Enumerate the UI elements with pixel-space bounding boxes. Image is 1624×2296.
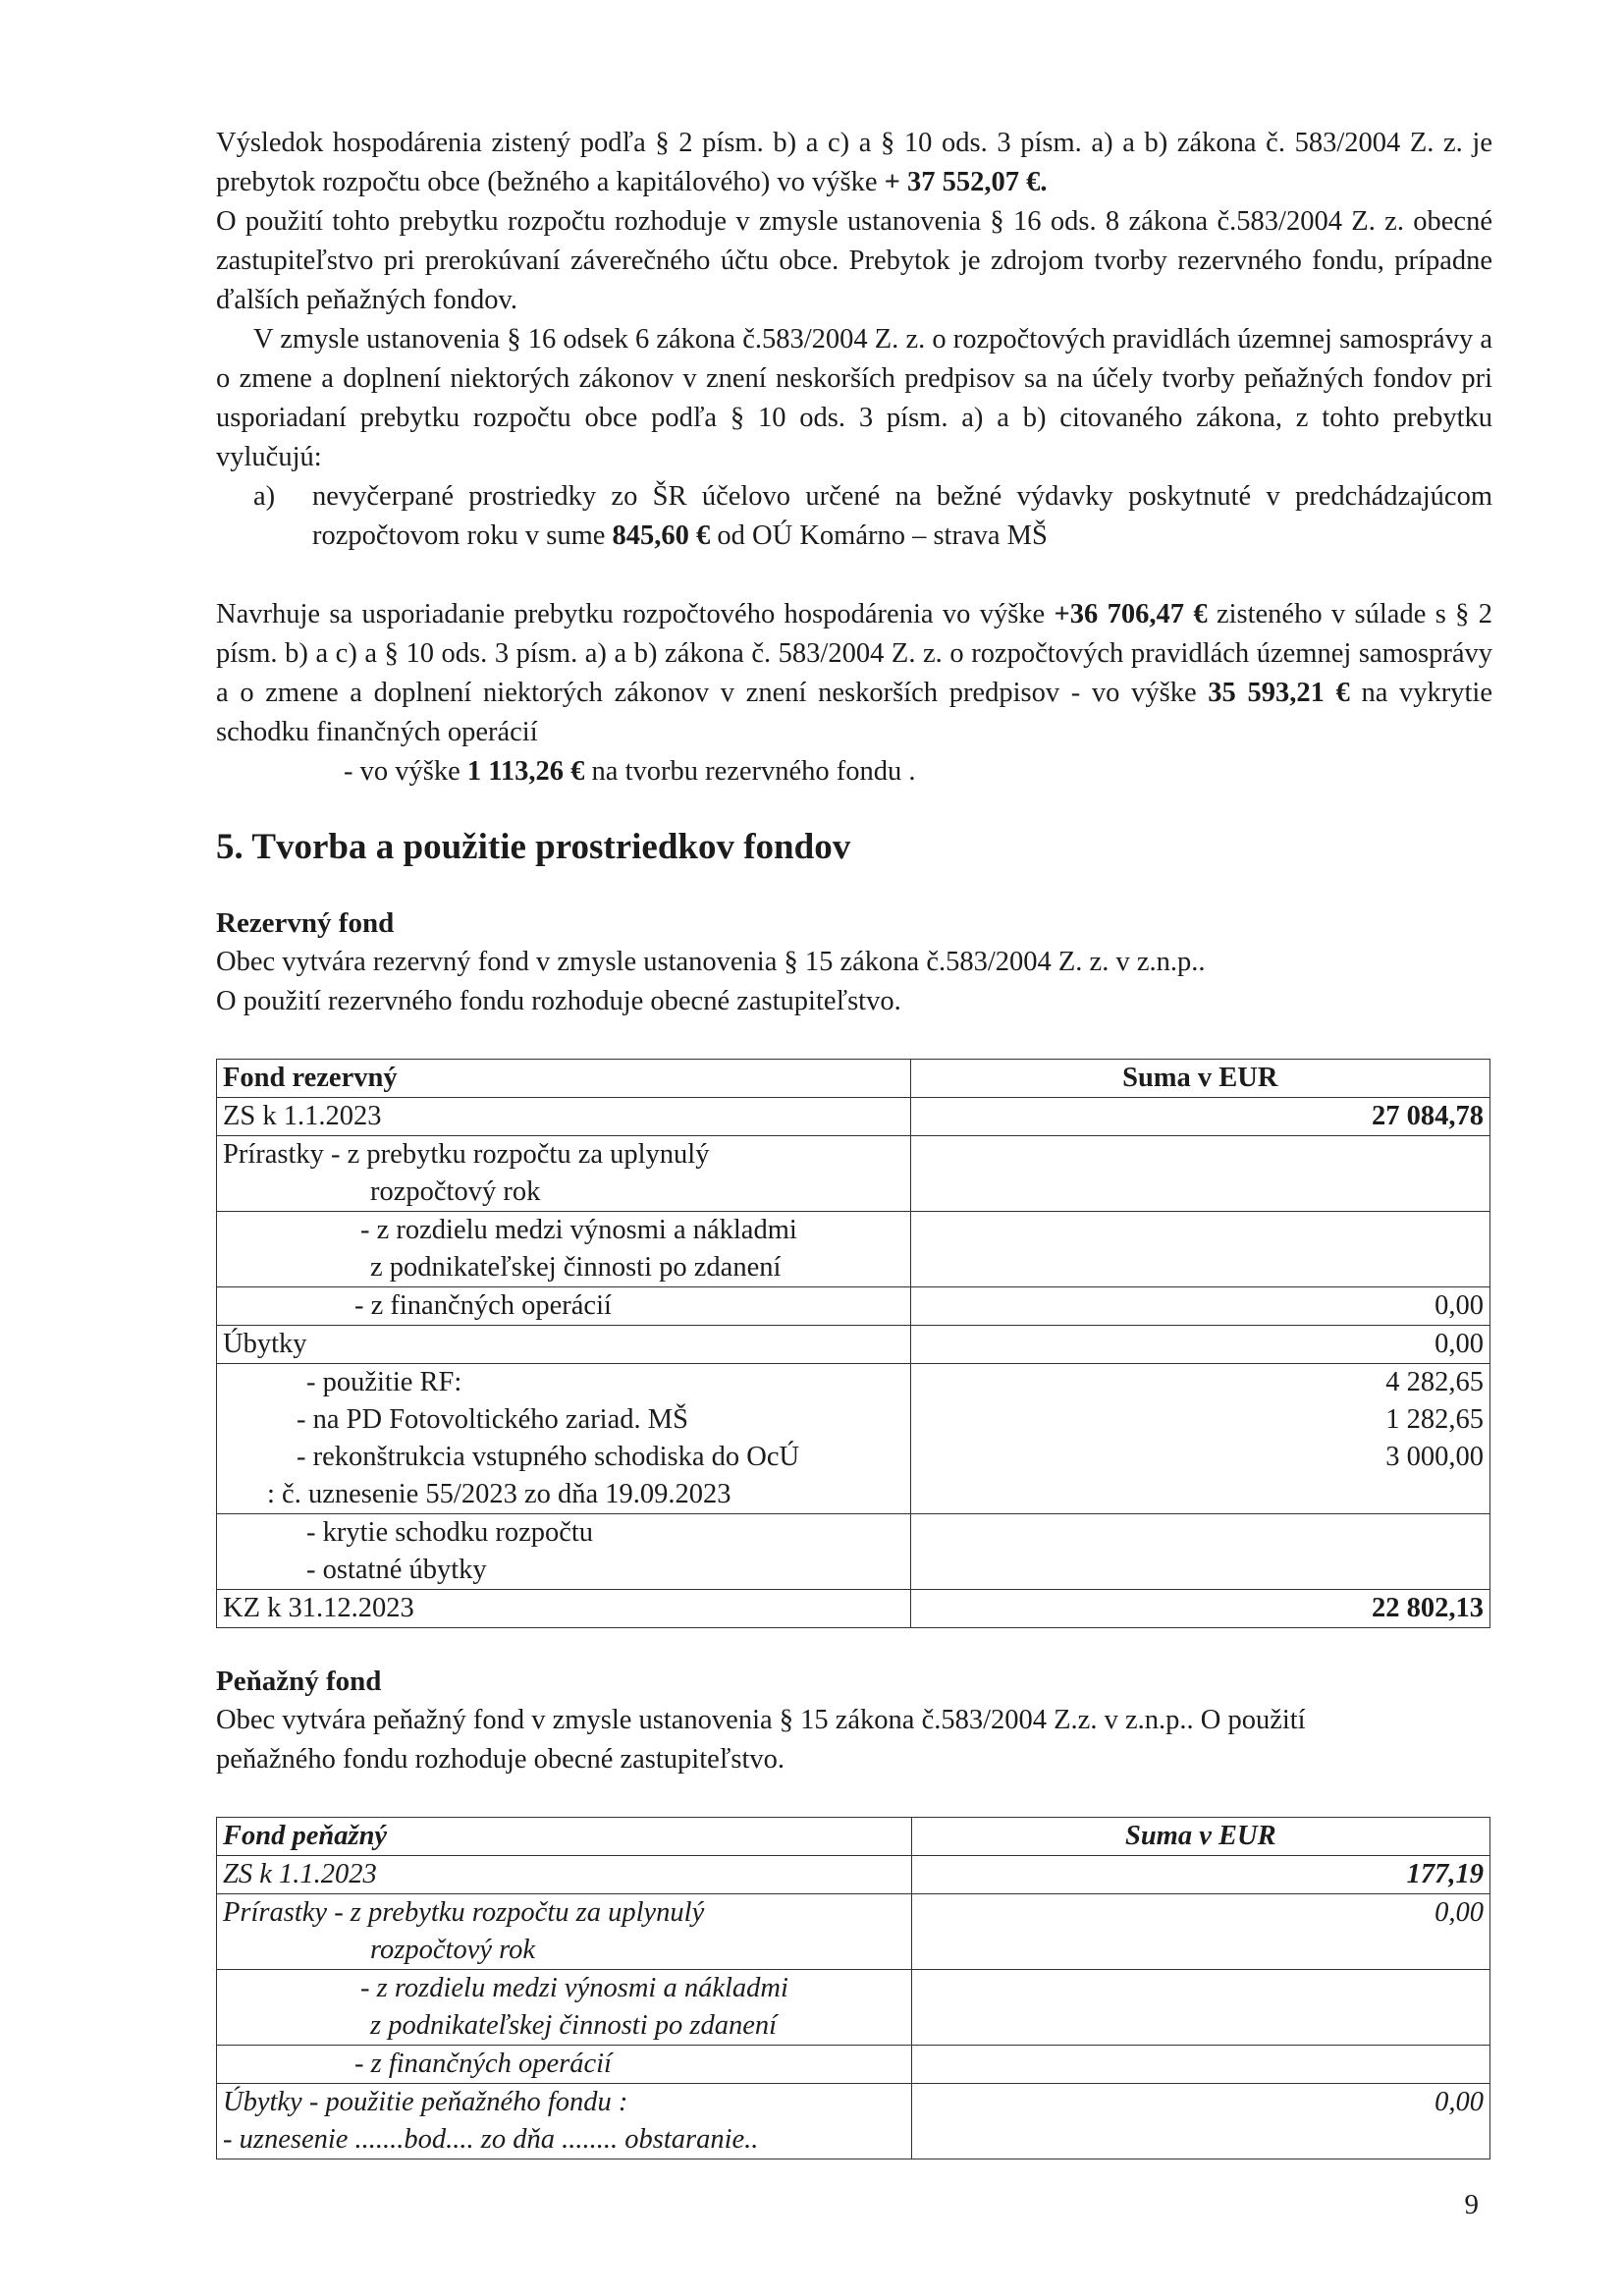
proposal-amount-1: +36 706,47 € bbox=[1054, 599, 1208, 629]
table-row bbox=[217, 1136, 1490, 1212]
money-fund-table bbox=[216, 1817, 1490, 2159]
intro-paragraph-2: O použití tohto prebytku rozpočtu rozhoduje v zmysle ustanovenia § 16 ods. 8 zákona č.583/2004 Z. z. obecné zastupiteľstvo pri prerokúvaní záverečného účtu obce. Prebytok je zdrojom tvorby rezervného fondu, prípadne ďalších peňažných fondov. bbox=[216, 206, 1492, 315]
proposal-amount-2: 35 593,21 € bbox=[1208, 678, 1350, 708]
col-header-amount: Suma v EUR bbox=[910, 1060, 1489, 1098]
row-label bbox=[217, 1894, 912, 1970]
row-value: 0,00 bbox=[910, 1326, 1489, 1364]
table-row bbox=[217, 1364, 1490, 1514]
table-row bbox=[217, 1894, 1490, 1970]
intro-paragraph-3: V zmysle ustanovenia § 16 odsek 6 zákona č.583/2004 Z. z. o rozpočtových pravidlách územnej samosprávy a o zmene a doplnení niektorých zákonov v znení neskorších predpisov sa na účely tvorby peňažných fondov pri usporiadaní prebytku rozpočtu obce podľa § 10 ods. 3 písm. a) a b) citovaného zákona, z tohto prebytku vylučujú: bbox=[216, 324, 1492, 472]
col-header-fund: Fond peňažný bbox=[217, 1818, 912, 1856]
row-label-line: Prírastky - z prebytku rozpočtu za uplynulý bbox=[223, 1897, 705, 1928]
row-label: Úbytky bbox=[217, 1326, 911, 1364]
row-label-line: z podnikateľskej činnosti po zdanení bbox=[370, 2010, 778, 2041]
reserve-fund-desc-1: Obec vytvára rezervný fond v zmysle ustanovenia § 15 zákona č.583/2004 Z. z. v z.n.p.. bbox=[216, 947, 1206, 977]
table-row bbox=[217, 1970, 1490, 2046]
money-fund-desc-2: peňažného fondu rozhoduje obecné zastupiteľstvo. bbox=[216, 1744, 785, 1775]
proposal-paragraph bbox=[216, 595, 1492, 752]
row-label-line: - rekonštrukcia vstupného schodiska do OcÚ bbox=[297, 1442, 800, 1472]
row-label-line: rozpočtový rok bbox=[370, 1935, 536, 1965]
table-row bbox=[217, 1856, 1490, 1894]
value-line: 1 282,65 bbox=[1385, 1404, 1484, 1435]
row-label bbox=[217, 1514, 911, 1590]
row-label-line: - z rozdielu medzi výnosmi a nákladmi bbox=[360, 1973, 788, 2003]
table-row bbox=[217, 2084, 1490, 2159]
table-row bbox=[217, 1212, 1490, 1287]
row-value bbox=[911, 1970, 1489, 2046]
row-label-line: Úbytky - použitie peňažného fondu : bbox=[223, 2087, 628, 2117]
intro-paragraph-1 bbox=[216, 124, 1492, 202]
row-label-line: - uznesenie .......bod.... zo dňa ........ obstaranie.. bbox=[223, 2124, 759, 2155]
item-text bbox=[312, 477, 1492, 556]
row-label bbox=[217, 1364, 911, 1514]
item-amount: 845,60 € bbox=[612, 520, 711, 551]
money-fund-desc-1: Obec vytvára peňažný fond v zmysle ustanovenia § 15 zákona č.583/2004 Z.z. v z.n.p.. O použití bbox=[216, 1705, 1306, 1735]
item-label: a) bbox=[253, 481, 276, 512]
row-value bbox=[910, 1364, 1489, 1514]
row-label bbox=[217, 1212, 911, 1287]
proposal-text-2: zisteného v súlade s § 2 písm. b) a c) a § 10 ods. 3 písm. a) a b) zákona č. 583/2004 Z. z. o rozpočtových pravidlách územnej samosprávy a o zmene a doplnení niektorých zákonov v znení neskorších predpisov - vo výške bbox=[216, 599, 1492, 708]
row-label-line: - na PD Fotovoltického zariad. MŠ bbox=[297, 1404, 688, 1435]
proposal-amount-3: 1 113,26 € bbox=[466, 756, 585, 787]
exclusion-item-a bbox=[216, 477, 1492, 556]
row-label: - z finančných operácií bbox=[217, 2046, 912, 2084]
table-row bbox=[217, 1326, 1490, 1364]
col-header-fund: Fond rezervný bbox=[217, 1060, 911, 1098]
row-value bbox=[911, 2046, 1489, 2084]
table-row bbox=[217, 1287, 1490, 1326]
intro-text-1: Výsledok hospodárenia zistený podľa § 2 písm. b) a c) a § 10 ods. 3 písm. a) a b) zákona č. 583/2004 Z. z. je prebytok rozpočtu obce (bežného a kapitálového) vo výške bbox=[216, 128, 1492, 197]
table-row bbox=[217, 1098, 1490, 1136]
reserve-fund-title: Rezervný fond bbox=[216, 907, 395, 939]
proposal-line-2-b: na tvorbu rezervného fondu . bbox=[584, 756, 916, 787]
row-label bbox=[217, 2084, 912, 2159]
row-label: KZ k 31.12.2023 bbox=[217, 1590, 911, 1628]
row-label-line: z podnikateľskej činnosti po zdanení bbox=[370, 1252, 782, 1283]
row-label-line: - krytie schodku rozpočtu bbox=[306, 1517, 594, 1548]
row-value: 27 084,78 bbox=[910, 1098, 1489, 1136]
row-label-line: - použitie RF: bbox=[306, 1367, 462, 1397]
item-text-main: nevyčerpané prostriedky zo ŠR účelovo určené na bežné výdavky poskytnuté v predchádzajúcom rozpočtovom roku v sume bbox=[312, 481, 1492, 551]
row-value bbox=[910, 1136, 1489, 1212]
row-value: 0,00 bbox=[911, 1894, 1489, 1970]
row-value bbox=[910, 1514, 1489, 1590]
row-label: - z finančných operácií bbox=[217, 1287, 911, 1326]
reserve-fund-table bbox=[216, 1059, 1490, 1628]
row-label: ZS k 1.1.2023 bbox=[217, 1098, 911, 1136]
row-label-line: : č. uznesenie 55/2023 zo dňa 19.09.2023 bbox=[267, 1479, 731, 1509]
proposal-text-3: na vykrytie schodku finančných operácií bbox=[216, 678, 1492, 747]
proposal-line-2-a: - vo výške bbox=[344, 756, 467, 787]
table-row bbox=[217, 2046, 1490, 2084]
row-value: 177,19 bbox=[911, 1856, 1489, 1894]
money-fund-title: Peňažný fond bbox=[216, 1666, 382, 1697]
row-label bbox=[217, 1970, 912, 2046]
row-label bbox=[217, 1136, 911, 1212]
table-header bbox=[217, 1060, 1490, 1098]
item-text-tail: od OÚ Komárno – strava MŠ bbox=[710, 520, 1048, 551]
row-value: 0,00 bbox=[910, 1287, 1489, 1326]
proposal-line-2 bbox=[216, 752, 1492, 792]
value-line: 4 282,65 bbox=[1385, 1367, 1484, 1397]
row-value: 0,00 bbox=[911, 2084, 1489, 2159]
proposal-text-1: Navrhuje sa usporiadanie prebytku rozpočtového hospodárenia vo výške bbox=[216, 599, 1055, 629]
row-value: 22 802,13 bbox=[910, 1590, 1489, 1628]
table-row bbox=[217, 1590, 1490, 1628]
col-header-amount: Suma v EUR bbox=[911, 1818, 1489, 1856]
table-header bbox=[217, 1818, 1490, 1856]
section-heading: 5. Tvorba a použitie prostriedkov fondov bbox=[216, 827, 851, 867]
page-number: 9 bbox=[1464, 2189, 1479, 2220]
value-line: 3 000,00 bbox=[1385, 1442, 1484, 1472]
table-row bbox=[217, 1514, 1490, 1590]
row-label-line: - z rozdielu medzi výnosmi a nákladmi bbox=[360, 1215, 797, 1245]
row-label-line: Prírastky - z prebytku rozpočtu za uplynulý bbox=[223, 1139, 710, 1170]
surplus-amount: + 37 552,07 €. bbox=[884, 167, 1048, 197]
row-label-line: rozpočtový rok bbox=[370, 1176, 541, 1207]
row-value bbox=[910, 1212, 1489, 1287]
row-label-line: - ostatné úbytky bbox=[306, 1555, 487, 1585]
reserve-fund-desc-2: O použití rezervného fondu rozhoduje obecné zastupiteľstvo. bbox=[216, 986, 901, 1016]
row-label: ZS k 1.1.2023 bbox=[217, 1856, 912, 1894]
document-page bbox=[216, 124, 1492, 2159]
